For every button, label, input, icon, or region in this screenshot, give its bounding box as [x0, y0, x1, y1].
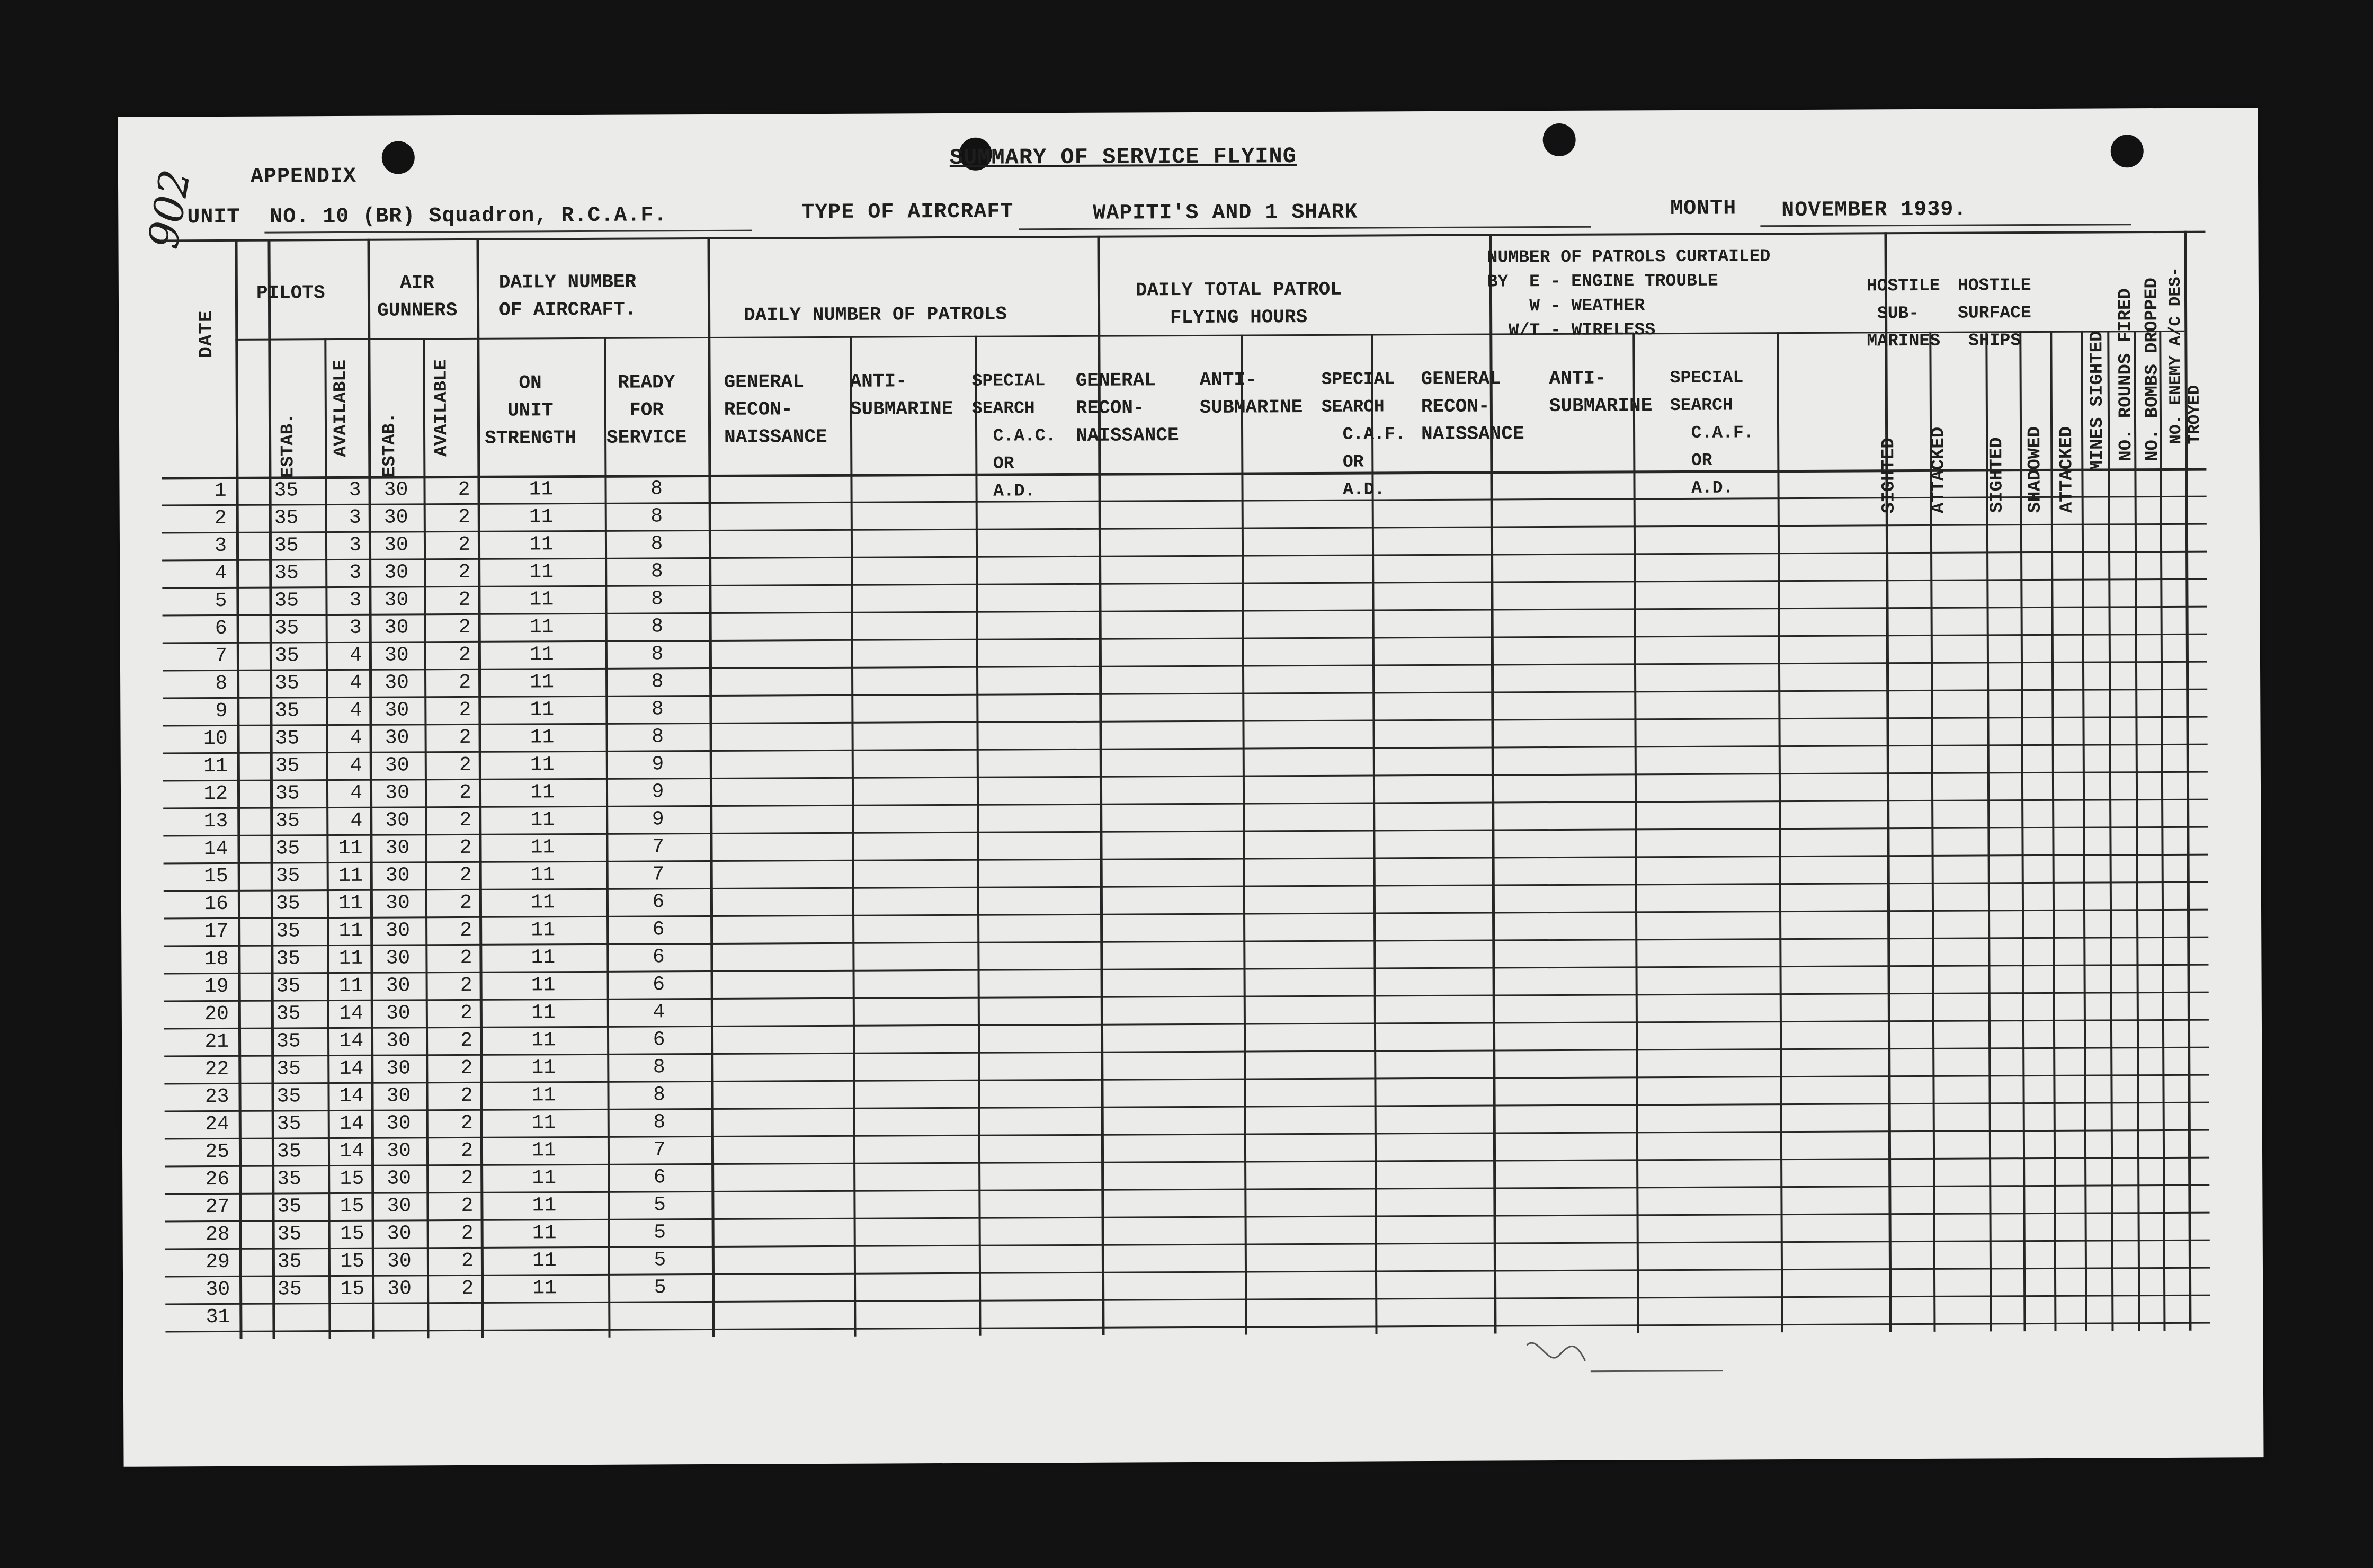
- table-cell-ge: 30: [387, 1250, 412, 1273]
- table-cell-ga: 2: [460, 974, 472, 997]
- header-sub-sighted: SIGHTED: [1879, 438, 1899, 514]
- table-cell-rs: 9: [652, 808, 664, 831]
- date-cell: 15: [204, 865, 228, 888]
- table-cell-pe: 35: [275, 672, 299, 695]
- table-cell-us: 11: [529, 643, 554, 666]
- table-cell-pa: 15: [340, 1195, 364, 1218]
- table-cell-us: 11: [532, 1249, 557, 1272]
- header-hours-anti: ANTI- SUBMARINE: [1199, 369, 1303, 418]
- table-cell-rs: 8: [651, 670, 664, 693]
- date-cell: 1: [214, 479, 227, 503]
- table-cell-ge: 30: [385, 781, 409, 805]
- table-cell-ge: 30: [384, 616, 409, 639]
- header-sub-attacked: ATTACKED: [1929, 426, 1949, 514]
- table-cell-ge: 30: [384, 644, 409, 667]
- table-cell-ga: 2: [460, 1029, 473, 1053]
- date-cell: 27: [205, 1195, 230, 1219]
- unit-underline: [264, 230, 752, 234]
- date-cell: 17: [204, 920, 229, 943]
- table-cell-pe: 35: [275, 727, 300, 750]
- date-cell: 10: [203, 727, 228, 751]
- table-cell-pe: 35: [276, 1002, 301, 1026]
- table-cell-ga: 2: [459, 753, 471, 777]
- table-cell-us: 11: [531, 1111, 556, 1135]
- table-cell-ge: 30: [385, 726, 409, 750]
- table-cell-ge: 30: [386, 1112, 411, 1135]
- table-cell-ga: 2: [458, 533, 471, 557]
- table-cell-ga: 2: [459, 781, 472, 805]
- table-cell-ge: 30: [384, 589, 409, 612]
- table-cell-pe: 35: [276, 1112, 301, 1136]
- table-cell-pe: 35: [274, 644, 299, 667]
- table-cell-pa: 14: [340, 1112, 364, 1136]
- table-cell-ge: 30: [387, 1139, 411, 1163]
- table-cell-pe: 35: [275, 782, 300, 805]
- table-cell-us: 11: [530, 753, 555, 777]
- table-cell-ga: 2: [461, 1222, 474, 1245]
- table-cell-ge: 30: [385, 836, 410, 860]
- month-value: NOVEMBER 1939.: [1781, 198, 1967, 223]
- table-cell-pa: 3: [349, 561, 362, 584]
- table-cell-rs: 7: [652, 863, 665, 886]
- header-curtailed: NUMBER OF PATROLS CURTAILED BY E - ENGINE TROUBLE W - WEATHER W/T - WIRELESS: [1487, 246, 1771, 341]
- table-cell-pa: 15: [340, 1277, 365, 1301]
- table-cell-pe: 35: [277, 1168, 301, 1191]
- header-bombs-dropped: NO. BOMBS DROPPED: [2142, 277, 2163, 462]
- date-cell: 4: [215, 562, 227, 585]
- table-cell-ga: 2: [461, 1249, 474, 1273]
- table-cell-rs: 5: [653, 1193, 666, 1217]
- table-cell-us: 11: [529, 505, 554, 529]
- table-cell-rs: 6: [652, 918, 665, 941]
- table-cell-pe: 35: [276, 1057, 301, 1081]
- document-title: SUMMARY OF SERVICE FLYING: [949, 144, 1297, 171]
- table-cell-rs: 6: [652, 946, 665, 969]
- table-cell-rs: 8: [653, 1056, 665, 1079]
- table-cell-pe: 35: [275, 809, 300, 833]
- table-cell-pa: 14: [339, 1002, 363, 1026]
- aircraft-label: TYPE OF AIRCRAFT: [801, 200, 1014, 225]
- header-pilots-available: AVAILABLE: [331, 359, 352, 457]
- table-cell-pa: 14: [339, 1057, 364, 1081]
- date-cell: 19: [204, 975, 229, 999]
- table-cell-ge: 30: [383, 506, 408, 529]
- table-cell-rs: 7: [653, 1138, 666, 1162]
- column-rule: [1632, 333, 1639, 1333]
- table-cell-us: 11: [531, 891, 555, 914]
- header-curtailed-special: SPECIAL SEARCH C.A.F. OR A.D.: [1670, 368, 1754, 498]
- table-cell-pa: 15: [340, 1222, 364, 1246]
- table-cell-ge: 30: [386, 947, 411, 970]
- table-cell-pe: 35: [274, 589, 299, 612]
- table-cell-us: 11: [532, 1166, 557, 1190]
- margin-note: 902: [139, 166, 200, 252]
- table-cell-rs: 8: [651, 643, 664, 666]
- table-cell-pa: 3: [349, 533, 362, 557]
- table-cell-pe: 35: [274, 506, 299, 530]
- table-cell-pa: 14: [339, 1029, 364, 1053]
- header-hostile-submarines: HOSTILE SUB- MARINES: [1866, 275, 1941, 351]
- header-ship-sighted: SIGHTED: [1987, 437, 2008, 513]
- table-cell-us: 11: [531, 1084, 556, 1107]
- header-air-gunners: AIR GUNNERS: [377, 272, 458, 322]
- date-cell: 8: [215, 672, 228, 696]
- appendix-label: APPENDIX: [250, 164, 357, 189]
- table-cell-ge: 30: [387, 1222, 412, 1245]
- header-hostile-surface: HOSTILE SURFACE SHIPS: [1957, 275, 2031, 351]
- table-cell-pe: 35: [274, 479, 299, 502]
- table-cell-ga: 2: [458, 560, 471, 584]
- column-rule: [2050, 331, 2056, 1331]
- table-cell-ge: 30: [386, 974, 411, 997]
- table-cell-us: 11: [529, 533, 554, 556]
- date-cell: 28: [205, 1223, 230, 1246]
- table-cell-pa: 11: [338, 864, 363, 888]
- aircraft-value: WAPITI'S AND 1 SHARK: [1093, 200, 1358, 226]
- date-cell: 22: [204, 1057, 229, 1081]
- table-cell-us: 11: [531, 974, 556, 997]
- column-rule: [850, 336, 856, 1337]
- date-cell: 12: [203, 782, 228, 806]
- table-cell-pe: 35: [276, 1085, 301, 1108]
- table-cell-rs: 8: [651, 698, 664, 721]
- table-cell-ge: 30: [385, 671, 409, 694]
- table-cell-pe: 35: [277, 1250, 302, 1273]
- header-flying-hours: DAILY TOTAL PATROL FLYING HOURS: [1135, 278, 1342, 329]
- table-cell-pa: 3: [349, 506, 361, 529]
- date-cell: 25: [205, 1140, 230, 1164]
- header-ship-attacked: ATTACKED: [2057, 426, 2077, 513]
- table-cell-ga: 2: [459, 698, 471, 722]
- table-cell-pa: 14: [340, 1139, 364, 1163]
- table-cell-rs: 8: [650, 505, 663, 528]
- table-cell-rs: 6: [652, 890, 665, 914]
- header-patrols-general: GENERAL RECON- NAISSANCE: [724, 371, 827, 448]
- date-cell: 9: [215, 699, 228, 723]
- column-rule: [2159, 331, 2165, 1331]
- signature-scribble: [1511, 1329, 1734, 1393]
- table-cell-pe: 35: [277, 1195, 302, 1218]
- table-cell-ga: 2: [460, 1001, 472, 1025]
- table-cell-us: 11: [530, 671, 555, 694]
- table-cell-ge: 30: [387, 1167, 412, 1190]
- header-ship-shadowed: SHADOWED: [2025, 426, 2046, 513]
- date-cell: 14: [203, 837, 228, 861]
- table-cell-pa: 4: [350, 781, 363, 805]
- header-patrols-anti: ANTI- SUBMARINE: [850, 370, 953, 420]
- table-cell-ga: 2: [461, 1277, 474, 1300]
- header-gunners-estab: ESTAB.: [379, 412, 400, 478]
- date-cell: 13: [203, 809, 228, 833]
- column-rule: [1241, 335, 1247, 1335]
- column-rule: [2134, 331, 2140, 1331]
- table-cell-ga: 2: [458, 616, 471, 639]
- date-cell: 30: [206, 1278, 230, 1302]
- table-cell-rs: 8: [650, 477, 663, 501]
- table-cell-us: 11: [532, 1222, 557, 1245]
- table-cell-pa: 4: [350, 671, 362, 694]
- header-ready-for-service: READY FOR SERVICE: [606, 371, 687, 449]
- table-cell-rs: 8: [650, 532, 663, 556]
- column-rule: [1884, 232, 1892, 1332]
- header-date: DATE: [195, 310, 218, 358]
- table-cell-ga: 2: [459, 726, 471, 750]
- table-cell-pa: 3: [349, 478, 361, 502]
- table-cell-pe: 35: [274, 534, 299, 557]
- table-cell-pa: 15: [340, 1250, 364, 1273]
- table-cell-rs: 9: [652, 753, 664, 776]
- date-cell: 3: [215, 534, 227, 558]
- table-cell-ge: 30: [383, 478, 408, 502]
- table-cell-rs: 8: [653, 1111, 666, 1134]
- table-cell-us: 11: [530, 698, 555, 721]
- table-cell-rs: 7: [652, 835, 664, 859]
- punch-hole: [1543, 123, 1576, 156]
- table-cell-ge: 30: [385, 699, 409, 722]
- table-cell-pe: 35: [276, 947, 301, 970]
- table-cell-ga: 2: [461, 1139, 474, 1163]
- table-cell-ga: 2: [460, 919, 472, 942]
- table-cell-ge: 30: [385, 864, 410, 887]
- table-cell-us: 11: [530, 808, 555, 832]
- table-cell-pa: 15: [340, 1167, 364, 1191]
- table-cell-pe: 35: [276, 975, 301, 998]
- table-cell-ge: 30: [387, 1277, 412, 1300]
- header-on-unit-strength: ON UNIT STRENGTH: [485, 372, 577, 449]
- table-cell-us: 11: [532, 1194, 557, 1217]
- table-cell-pe: 35: [275, 892, 300, 915]
- table-cell-rs: 8: [650, 560, 663, 583]
- column-rule: [2081, 331, 2087, 1331]
- table-cell-pa: 4: [350, 809, 363, 832]
- date-cell: 26: [205, 1168, 230, 1191]
- table-cell-ge: 30: [384, 561, 409, 584]
- table-cell-ga: 2: [460, 1056, 473, 1080]
- table-cell-pa: 11: [338, 919, 363, 943]
- date-cell: 24: [205, 1112, 229, 1136]
- table-cell-us: 11: [531, 946, 556, 969]
- table-cell-us: 11: [529, 478, 554, 501]
- table-cell-ga: 2: [459, 836, 472, 860]
- table-cell-us: 11: [531, 1029, 556, 1052]
- month-label: MONTH: [1670, 197, 1737, 221]
- table-cell-rs: 5: [654, 1249, 666, 1272]
- table-cell-pa: 4: [350, 754, 362, 777]
- header-pilots-estab: ESTAB.: [278, 413, 299, 478]
- header-pilots: PILOTS: [256, 282, 325, 304]
- table-cell-ge: 30: [386, 892, 410, 915]
- header-hours-special: SPECIAL SEARCH C.A.F. OR A.D.: [1321, 369, 1406, 500]
- column-rule: [1777, 332, 1783, 1332]
- table-cell-rs: 8: [651, 615, 664, 638]
- table-cell-pa: 3: [349, 589, 362, 612]
- header-gunners-available: AVAILABLE: [431, 359, 452, 457]
- date-cell: 5: [215, 589, 227, 613]
- table-cell-pa: 11: [338, 947, 363, 970]
- table-cell-us: 11: [530, 836, 555, 859]
- table-cell-us: 11: [530, 726, 555, 749]
- table-cell-pa: 4: [349, 644, 362, 667]
- table-cell-pe: 35: [275, 865, 300, 888]
- unit-label: UNIT: [187, 205, 240, 230]
- table-cell-rs: 6: [653, 1028, 665, 1052]
- date-cell: 21: [204, 1030, 229, 1054]
- column-rule: [235, 239, 242, 1339]
- table-cell-ga: 2: [458, 505, 470, 529]
- table-cell-pe: 35: [276, 920, 300, 943]
- table-cell-pe: 35: [275, 699, 300, 723]
- header-daily-patrols: DAILY NUMBER OF PATROLS: [744, 303, 1007, 326]
- punch-hole: [382, 141, 415, 174]
- header-curtailed-general: GENERAL RECON- NAISSANCE: [1421, 368, 1524, 446]
- table-cell-pe: 35: [276, 1140, 301, 1163]
- table-cell-ga: 2: [460, 891, 472, 915]
- table-cell-us: 11: [531, 919, 556, 942]
- table-cell-ga: 2: [460, 946, 472, 970]
- table-cell-pa: 3: [349, 616, 362, 639]
- header-daily-aircraft: DAILY NUMBER OF AIRCRAFT.: [498, 271, 637, 321]
- month-underline: [1760, 224, 2131, 227]
- header-rounds-fired: NO. ROUNDS FIRED: [2115, 288, 2137, 461]
- column-rule: [2107, 331, 2113, 1331]
- date-cell: 31: [206, 1305, 230, 1329]
- table-cell-pe: 35: [276, 1030, 301, 1053]
- table-cell-pa: 11: [338, 892, 363, 915]
- table-cell-us: 11: [530, 863, 555, 887]
- table-cell-ga: 2: [461, 1194, 474, 1218]
- table-cell-ge: 30: [386, 1029, 411, 1053]
- table-cell-ge: 30: [386, 919, 411, 942]
- unit-value: NO. 10 (BR) Squadron, R.C.A.F.: [270, 203, 667, 229]
- table-cell-ge: 30: [386, 1084, 411, 1108]
- table-cell-pa: 4: [350, 726, 362, 750]
- table-cell-ge: 30: [385, 809, 410, 832]
- header-hours-general: GENERAL RECON- NAISSANCE: [1075, 369, 1179, 447]
- table-cell-us: 11: [531, 1056, 556, 1080]
- table-cell-rs: 4: [653, 1001, 665, 1024]
- table-cell-us: 11: [529, 560, 554, 584]
- table-cell-rs: 6: [653, 973, 665, 996]
- table-cell-pa: 11: [338, 836, 363, 860]
- document-sheet: [118, 108, 2263, 1467]
- date-cell: 6: [215, 617, 227, 640]
- table-cell-ga: 2: [458, 588, 471, 612]
- table-cell-pe: 35: [275, 837, 300, 860]
- table-cell-ge: 30: [385, 754, 409, 777]
- aircraft-underline: [1019, 226, 1591, 230]
- table-cell-pa: 11: [338, 974, 363, 998]
- table-cell-pe: 35: [277, 1223, 302, 1246]
- table-cell-rs: 6: [653, 1166, 666, 1189]
- table-cell-rs: [608, 1303, 712, 1304]
- table-cell-us: 11: [532, 1277, 557, 1300]
- table-cell-ga: 2: [461, 1166, 474, 1190]
- table-cell-ge: 30: [384, 533, 408, 557]
- table-cell-us: 11: [529, 588, 554, 611]
- punch-hole: [2111, 135, 2144, 167]
- table-cell-ge: 30: [386, 1057, 411, 1080]
- table-cell-pe: 35: [278, 1278, 302, 1301]
- table-cell-ge: 30: [387, 1195, 412, 1218]
- header-enemy-destroyed: NO. ENEMY A/C DES- TROYED: [2166, 266, 2205, 444]
- table-cell-pe: 35: [275, 754, 300, 778]
- table-cell-us: 11: [530, 781, 555, 804]
- table-cell-ga: 2: [459, 671, 471, 694]
- table-cell-rs: 9: [652, 780, 664, 804]
- table-cell-ga: 2: [460, 1111, 473, 1135]
- table-cell-rs: 8: [653, 1083, 666, 1107]
- table-cell-rs: 8: [650, 587, 663, 611]
- date-cell: 7: [215, 644, 227, 668]
- table-cell-pa: 4: [350, 699, 362, 722]
- table-cell-ga: 2: [459, 863, 472, 887]
- table-cell-rs: 8: [652, 725, 664, 749]
- table-cell-ge: 30: [386, 1002, 411, 1025]
- date-cell: 16: [204, 892, 229, 916]
- row-rule: [165, 1322, 2210, 1333]
- date-cell: 18: [204, 947, 229, 971]
- table-cell-ga: 2: [458, 643, 471, 667]
- date-cell: 23: [204, 1085, 229, 1109]
- date-cell: 29: [206, 1250, 230, 1274]
- header-mines-sighted: MINES SIGHTED: [2087, 331, 2108, 471]
- table-cell-ga: 2: [460, 1084, 473, 1108]
- header-patrols-special: SPECIAL SEARCH C.A.C. OR A.D.: [971, 371, 1056, 501]
- table-cell-us: 11: [531, 1001, 556, 1024]
- table-cell-pa: 14: [339, 1084, 364, 1108]
- flying-summary-table: [118, 108, 2258, 117]
- table-cell-us: 11: [529, 616, 554, 639]
- table-cell-us: 11: [532, 1139, 556, 1162]
- date-cell: 2: [214, 506, 227, 530]
- table-cell-ga: 2: [459, 808, 472, 832]
- header-curtailed-anti: ANTI- SUBMARINE: [1549, 367, 1653, 417]
- table-cell-rs: 5: [654, 1276, 666, 1299]
- table-cell-pe: 35: [274, 617, 299, 640]
- date-cell: 20: [204, 1002, 229, 1026]
- table-cell-rs: 5: [654, 1221, 666, 1244]
- table-cell-pe: 35: [274, 562, 299, 585]
- table-cell-ga: 2: [458, 478, 470, 502]
- date-cell: 11: [203, 754, 228, 778]
